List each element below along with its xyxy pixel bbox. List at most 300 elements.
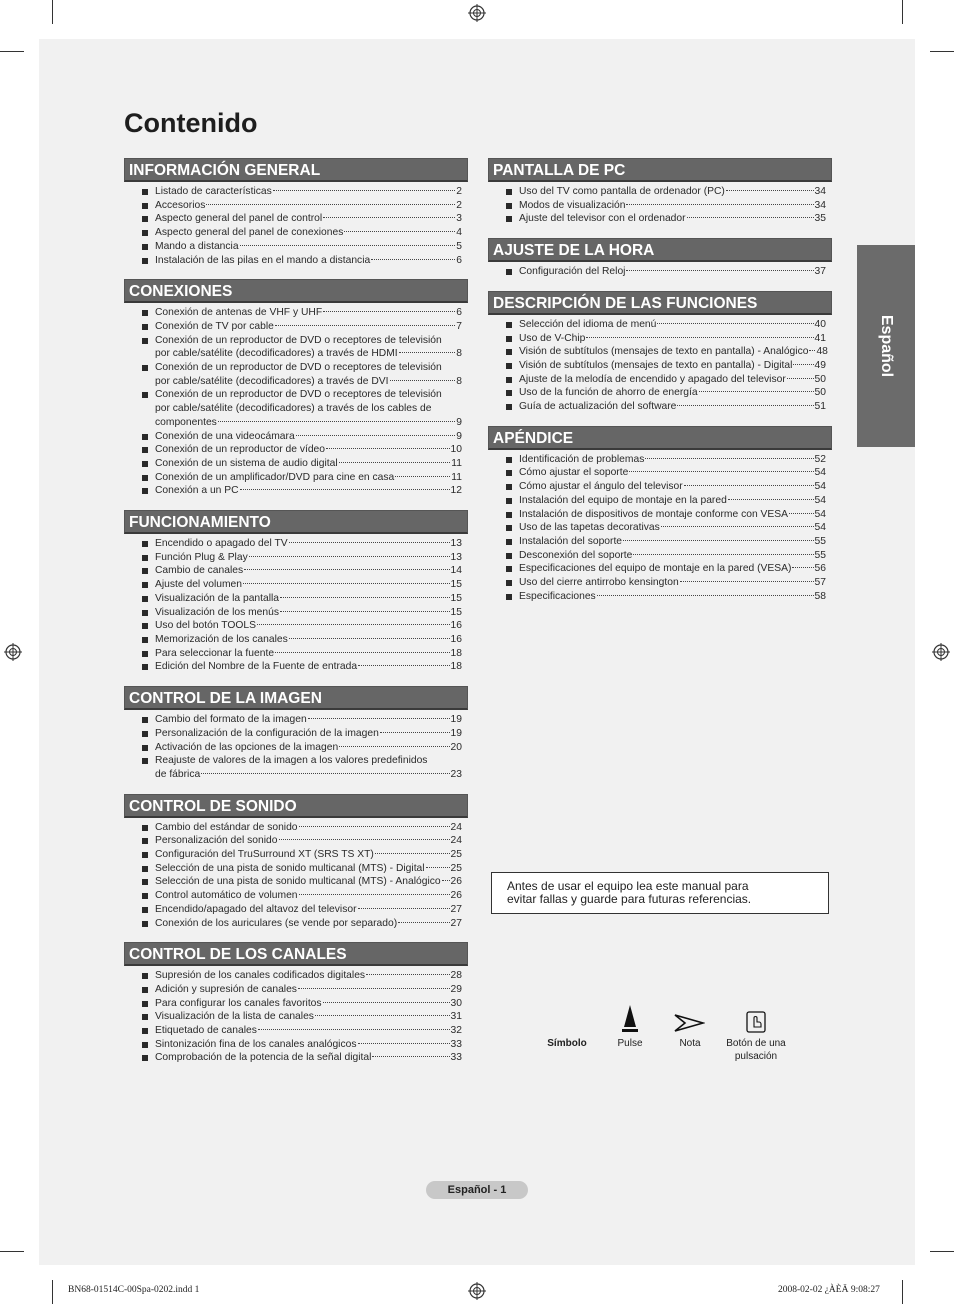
bullet-icon <box>142 392 148 398</box>
toc-item[interactable] <box>142 848 462 862</box>
toc-item-label: Listado de características <box>155 186 272 197</box>
bullet-icon <box>506 363 512 369</box>
toc-item-label: Conexión de un reproductor de DVD o receptores de televisión <box>155 334 442 346</box>
toc-entry-row <box>155 240 462 254</box>
dot-leader <box>273 190 456 191</box>
toc-item-list <box>488 453 832 604</box>
bullet-icon <box>142 987 148 993</box>
toc-item[interactable] <box>506 453 826 467</box>
toc-item[interactable] <box>142 240 462 254</box>
toc-item-label: por cable/satélite (decodificadores) a través de DVI <box>155 375 389 387</box>
toc-item-list <box>124 537 468 674</box>
toc-page-number: 32 <box>450 1025 462 1037</box>
toc-entry-row <box>155 443 462 457</box>
toc-item-label: Personalización del sonido <box>155 835 278 847</box>
note-line: evitar fallas y guarde para futuras referencias. <box>507 892 752 906</box>
section-heading: AJUSTE DE LA HORA <box>488 238 832 262</box>
toc-item[interactable] <box>142 889 462 903</box>
toc-entry-row <box>155 185 462 199</box>
toc-item[interactable] <box>506 332 826 346</box>
toc-item[interactable] <box>506 480 826 494</box>
toc-item[interactable] <box>142 834 462 848</box>
toc-page-number: 19 <box>450 714 462 726</box>
toc-item-label: Encendido/apagado del altavoz del televisor <box>155 903 357 915</box>
toc-item-list <box>124 821 468 931</box>
dot-leader <box>243 583 450 584</box>
toc-item[interactable] <box>142 564 462 578</box>
toc-item[interactable] <box>142 361 462 388</box>
toc-item-label: Conexión de los auriculares (se vende por separado) <box>155 917 398 929</box>
toc-item-label: Ajuste del televisor con el ordenador <box>519 213 686 225</box>
toc-entry-row <box>155 457 462 471</box>
toc-item-label: Mando a distancia <box>155 240 239 252</box>
toc-entry-row <box>155 199 462 213</box>
dot-leader <box>426 867 450 868</box>
toc-item[interactable] <box>506 373 826 387</box>
toc-item[interactable] <box>142 212 462 226</box>
toc-item-label: Cambio del formato de la imagen <box>155 714 307 726</box>
toc-entry-row <box>519 535 826 549</box>
toc-entry-row <box>155 660 462 674</box>
toc-item-label: Activación de las opciones de la imagen <box>155 741 339 753</box>
language-side-tab-label: Español <box>878 314 895 378</box>
toc-entry-row <box>155 727 462 741</box>
toc-item[interactable] <box>142 983 462 997</box>
toc-item[interactable] <box>142 619 462 633</box>
toc-page-number: 2 <box>456 186 462 197</box>
toc-item[interactable] <box>142 606 462 620</box>
crop-mark <box>52 1280 53 1304</box>
toc-entry-row <box>155 997 462 1011</box>
crop-mark <box>930 1251 954 1252</box>
toc-entry-row <box>155 537 462 551</box>
toc-entry-row <box>519 265 826 279</box>
toc-item[interactable] <box>142 1051 462 1065</box>
toc-entry-row <box>519 466 826 480</box>
toc-item[interactable] <box>142 917 462 931</box>
toc-page-number: 48 <box>816 346 828 358</box>
toc-entry-row <box>155 848 462 862</box>
dot-leader <box>809 350 815 351</box>
toc-page-number: 23 <box>450 768 462 780</box>
toc-entry-row <box>519 332 826 346</box>
toc-page-number: 13 <box>450 538 462 550</box>
toc-item-label: Conexión de una videocámara <box>155 430 295 442</box>
bullet-icon <box>506 349 512 355</box>
toc-item[interactable] <box>142 1010 462 1024</box>
dot-leader <box>789 513 814 514</box>
toc-entry-row <box>519 318 826 332</box>
dot-leader <box>323 217 455 218</box>
dot-leader <box>296 435 456 436</box>
toc-item-label: Conexión a un PC <box>155 485 239 497</box>
toc-entry-row <box>155 875 462 889</box>
dot-leader <box>258 1029 450 1030</box>
one-touch-button-icon <box>745 1010 767 1034</box>
toc-item[interactable] <box>142 484 462 498</box>
toc-page-number: 54 <box>814 494 826 506</box>
dot-leader <box>793 364 813 365</box>
toc-page-number: 54 <box>814 522 826 534</box>
toc-item-label: Selección del idioma de menú <box>519 318 657 330</box>
toc-item-label: Cómo ajustar el ángulo del televisor <box>519 481 683 493</box>
toc-item[interactable] <box>142 185 462 199</box>
dot-leader <box>687 217 814 218</box>
toc-page-number: 58 <box>814 590 826 602</box>
toc-entry-row <box>155 430 462 444</box>
footer-timestamp: 2008-02-02 ¿ÀÈÄ 9:08:27 <box>778 1285 880 1295</box>
toc-item[interactable] <box>142 969 462 983</box>
toc-item[interactable] <box>142 660 462 674</box>
toc-entry-row <box>155 862 462 876</box>
bullet-icon <box>142 555 148 561</box>
toc-page-number: 6 <box>456 254 462 266</box>
dot-leader <box>395 476 450 477</box>
section-heading: FUNCIONAMIENTO <box>124 510 468 534</box>
toc-page-number: 4 <box>456 227 462 239</box>
bullet-icon <box>142 825 148 831</box>
dot-leader <box>344 231 455 232</box>
bullet-icon <box>506 203 512 209</box>
toc-page-number: 11 <box>451 471 462 483</box>
legend-one-touch-line: Botón de una <box>726 1038 786 1049</box>
toc-entry-row <box>155 821 462 835</box>
toc-item[interactable] <box>506 521 826 535</box>
toc-item[interactable] <box>142 875 462 889</box>
dot-leader <box>623 540 813 541</box>
toc-item[interactable] <box>142 821 462 835</box>
toc-entry-row <box>155 633 462 647</box>
toc-entry-row <box>519 576 826 590</box>
toc-entry-row <box>519 373 826 387</box>
toc-page-number: 28 <box>450 970 462 982</box>
dot-leader <box>240 489 450 490</box>
toc-page-number: 20 <box>450 741 462 753</box>
dot-leader <box>257 624 450 625</box>
toc-item[interactable] <box>142 1024 462 1038</box>
bullet-icon <box>506 216 512 222</box>
bullet-icon <box>142 664 148 670</box>
dot-leader <box>206 204 455 205</box>
toc-item-label: Supresión de los canales codificados digitales <box>155 970 366 982</box>
toc-page-number: 29 <box>450 983 462 995</box>
toc-item[interactable] <box>506 576 826 590</box>
toc-page-number: 49 <box>814 359 826 371</box>
toc-section <box>124 279 468 498</box>
dot-leader <box>298 988 450 989</box>
toc-item[interactable] <box>142 537 462 551</box>
toc-page-number: 16 <box>450 633 462 645</box>
toc-page-number: 7 <box>456 320 462 332</box>
toc-item[interactable] <box>142 578 462 592</box>
bullet-icon <box>142 488 148 494</box>
toc-item-label: Reajuste de valores de la imagen a los valores predefinidos <box>155 755 428 767</box>
toc-item-label: Especificaciones del equipo de montaje en la pared (VESA) <box>519 563 792 575</box>
toc-item[interactable] <box>142 862 462 876</box>
bullet-icon <box>142 1055 148 1061</box>
toc-item[interactable] <box>142 471 462 485</box>
toc-item[interactable] <box>142 754 462 781</box>
dot-leader <box>244 569 449 570</box>
toc-page-number: 56 <box>814 563 826 575</box>
toc-page-number: 37 <box>814 266 826 278</box>
bullet-icon <box>142 610 148 616</box>
toc-item-label: Personalización de la configuración de la imagen <box>155 727 379 739</box>
dot-leader <box>280 597 450 598</box>
toc-item[interactable] <box>142 741 462 755</box>
toc-page-number: 11 <box>451 457 462 469</box>
bullet-icon <box>142 866 148 872</box>
toc-item-label: componentes <box>155 416 217 428</box>
toc-item-list <box>124 306 468 498</box>
crop-mark <box>0 51 24 52</box>
dot-leader <box>661 526 814 527</box>
toc-page-number: 33 <box>450 1052 462 1064</box>
bullet-icon <box>506 594 512 600</box>
toc-entry-row <box>155 969 462 983</box>
toc-entry-row <box>155 619 462 633</box>
toc-item[interactable] <box>506 359 826 373</box>
toc-page-number: 54 <box>814 481 826 493</box>
bullet-icon <box>506 553 512 559</box>
toc-item-label: Accesorios <box>155 199 206 211</box>
dot-leader <box>299 894 450 895</box>
bullet-icon <box>142 717 148 723</box>
toc-entry-row <box>155 564 462 578</box>
toc-item[interactable] <box>142 727 462 741</box>
toc-entry-row <box>155 1038 462 1052</box>
bullet-icon <box>506 498 512 504</box>
toc-entry-row <box>155 1051 462 1065</box>
toc-page-number: 2 <box>456 199 462 211</box>
toc-entry-row <box>519 508 826 522</box>
toc-entry-row <box>519 494 826 508</box>
bullet-icon <box>142 461 148 467</box>
toc-section <box>124 158 468 267</box>
toc-page-number: 15 <box>450 579 462 591</box>
toc-item[interactable] <box>142 457 462 471</box>
toc-item[interactable] <box>506 466 826 480</box>
section-heading: PANTALLA DE PC <box>488 158 832 182</box>
dot-leader <box>249 556 450 557</box>
dot-leader <box>358 1043 450 1044</box>
toc-item[interactable] <box>142 551 462 565</box>
bullet-icon <box>142 907 148 913</box>
toc-entry-row <box>155 889 462 903</box>
toc-entry-row <box>155 347 462 361</box>
toc-item[interactable] <box>142 713 462 727</box>
toc-item-label: Etiquetado de canales <box>155 1025 257 1037</box>
toc-item[interactable] <box>506 265 826 279</box>
toc-item-label: Conexión de un reproductor de vídeo <box>155 444 326 456</box>
toc-entry-row <box>155 484 462 498</box>
toc-item-label: Visión de subtítulos (mensajes de texto en pantalla) - Digital <box>519 359 793 371</box>
dot-leader <box>339 746 449 747</box>
toc-item-label: Visualización de la lista de canales <box>155 1011 314 1023</box>
bullet-icon <box>142 1014 148 1020</box>
toc-item-label: Uso del cierre antirrobo kensington <box>519 577 679 589</box>
bullet-icon <box>142 758 148 764</box>
registration-mark-icon <box>468 1282 486 1300</box>
toc-item[interactable] <box>142 306 462 320</box>
toc-item[interactable] <box>142 430 462 444</box>
toc-page-number: 9 <box>456 430 462 442</box>
toc-entry-row <box>155 768 462 782</box>
bullet-icon <box>142 1028 148 1034</box>
toc-item-label: Cómo ajustar el soporte <box>519 467 629 479</box>
toc-page-number: 26 <box>450 876 462 888</box>
toc-entry-row <box>519 521 826 535</box>
toc-item-list <box>488 265 832 279</box>
toc-item[interactable] <box>506 590 826 604</box>
crop-mark <box>902 0 903 24</box>
toc-item[interactable] <box>506 494 826 508</box>
toc-page-number: 55 <box>814 535 826 547</box>
toc-item-label: Uso del botón TOOLS <box>155 620 256 632</box>
bullet-icon <box>506 269 512 275</box>
toc-item[interactable] <box>506 199 826 213</box>
toc-item-label: Control automático de volumen <box>155 890 298 902</box>
toc-page-number: 33 <box>450 1038 462 1050</box>
toc-item[interactable] <box>506 508 826 522</box>
dot-leader <box>680 581 814 582</box>
bullet-icon <box>506 189 512 195</box>
bullet-icon <box>142 216 148 222</box>
bullet-icon <box>506 470 512 476</box>
registration-mark-icon <box>932 643 950 661</box>
dot-leader <box>597 595 814 596</box>
toc-item-label: Aspecto general del panel de conexiones <box>155 227 344 239</box>
toc-entry-row <box>519 359 826 373</box>
toc-item[interactable] <box>142 334 462 361</box>
bullet-icon <box>142 244 148 250</box>
dot-leader <box>371 259 455 260</box>
toc-item[interactable] <box>142 1038 462 1052</box>
toc-item[interactable] <box>506 400 826 414</box>
dot-leader <box>626 204 813 205</box>
dot-leader <box>366 974 449 975</box>
toc-item-label: Selección de una pista de sonido multicanal (MTS) - Analógico <box>155 876 441 888</box>
toc-section <box>124 942 468 1065</box>
toc-item-label: Instalación de dispositivos de montaje conforme con VESA <box>519 508 789 520</box>
section-heading: CONTROL DE LOS CANALES <box>124 942 468 966</box>
toc-item[interactable] <box>506 549 826 563</box>
toc-item-label: Guía de actualización del software <box>519 401 677 413</box>
bullet-icon <box>142 582 148 588</box>
toc-page-number: 13 <box>450 551 462 563</box>
toc-page-number: 24 <box>450 835 462 847</box>
toc-item-label: Configuración del TruSurround XT (SRS TS XT) <box>155 849 374 861</box>
toc-page-number: 34 <box>814 199 826 211</box>
bullet-icon <box>506 390 512 396</box>
dot-leader <box>339 462 451 463</box>
toc-item[interactable] <box>506 535 826 549</box>
toc-item-list <box>488 318 832 414</box>
toc-entry-row <box>155 834 462 848</box>
dot-leader <box>657 323 813 324</box>
toc-item[interactable] <box>506 318 826 332</box>
bullet-icon <box>506 377 512 383</box>
toc-page-number: 54 <box>814 508 826 520</box>
bullet-icon <box>142 203 148 209</box>
section-heading: DESCRIPCIÓN DE LAS FUNCIONES <box>488 291 832 315</box>
toc-item-label: Conexión de un reproductor de DVD o receptores de televisión <box>155 389 442 401</box>
dot-leader <box>358 908 450 909</box>
toc-item[interactable] <box>142 226 462 240</box>
dot-leader <box>684 485 814 486</box>
caution-note-box <box>491 872 829 914</box>
section-heading: CONTROL DE LA IMAGEN <box>124 686 468 710</box>
dot-leader <box>728 499 814 500</box>
toc-page-number: 52 <box>814 453 826 465</box>
toc-page-number: 41 <box>814 332 826 344</box>
toc-entry-row <box>155 226 462 240</box>
toc-item[interactable] <box>142 254 462 268</box>
toc-item-label: por cable/satélite (decodificadores) a través de HDMI <box>155 348 398 360</box>
bullet-icon <box>142 852 148 858</box>
bullet-icon <box>142 434 148 440</box>
dot-leader <box>326 448 450 449</box>
toc-item[interactable] <box>506 345 826 359</box>
toc-entry-row <box>155 1024 462 1038</box>
bullet-icon <box>142 973 148 979</box>
toc-page-number: 3 <box>456 213 462 225</box>
toc-item-label: Comprobación de la potencia de la señal digital <box>155 1052 372 1064</box>
registration-mark-icon <box>468 4 486 22</box>
toc-page-number: 24 <box>450 821 462 833</box>
toc-item[interactable] <box>506 185 826 199</box>
bullet-icon <box>142 745 148 751</box>
toc-item[interactable] <box>142 633 462 647</box>
toc-item-label: Conexión de antenas de VHF y UHF <box>155 307 323 319</box>
toc-item[interactable] <box>506 212 826 226</box>
dot-leader <box>372 1056 449 1057</box>
crop-mark <box>930 51 954 52</box>
toc-item[interactable] <box>142 647 462 661</box>
toc-item[interactable] <box>506 562 826 576</box>
dot-leader <box>586 337 813 338</box>
toc-item[interactable] <box>142 320 462 334</box>
dot-leader <box>726 190 814 191</box>
dot-leader <box>201 773 449 774</box>
toc-entry-row <box>155 212 462 226</box>
toc-item-label: Visualización de la pantalla <box>155 592 280 604</box>
note-line: Antes de usar el equipo lea este manual para <box>507 879 749 893</box>
toc-item-list <box>488 185 832 226</box>
dot-leader <box>629 471 813 472</box>
footer-file-name: BN68-01514C-00Spa-0202.indd 1 <box>68 1285 200 1295</box>
legend-press-label: Pulse <box>617 1038 643 1049</box>
toc-right-column <box>488 158 832 615</box>
toc-entry-row <box>519 480 826 494</box>
toc-section <box>488 158 832 226</box>
toc-item[interactable] <box>142 997 462 1011</box>
toc-item[interactable] <box>142 903 462 917</box>
toc-page-number: 31 <box>450 1011 462 1023</box>
toc-item[interactable] <box>142 199 462 213</box>
bullet-icon <box>506 580 512 586</box>
legend-symbol-label: Símbolo <box>547 1038 587 1049</box>
toc-entry-row <box>519 400 826 414</box>
toc-page-number: 18 <box>450 661 462 673</box>
toc-item-label: Especificaciones <box>519 590 596 602</box>
toc-item[interactable] <box>142 443 462 457</box>
toc-item[interactable] <box>506 386 826 400</box>
toc-item[interactable] <box>142 388 462 429</box>
toc-item-label: Uso de las tapetas decorativas <box>519 522 660 534</box>
toc-page-number: 50 <box>814 387 826 399</box>
toc-item[interactable] <box>142 592 462 606</box>
